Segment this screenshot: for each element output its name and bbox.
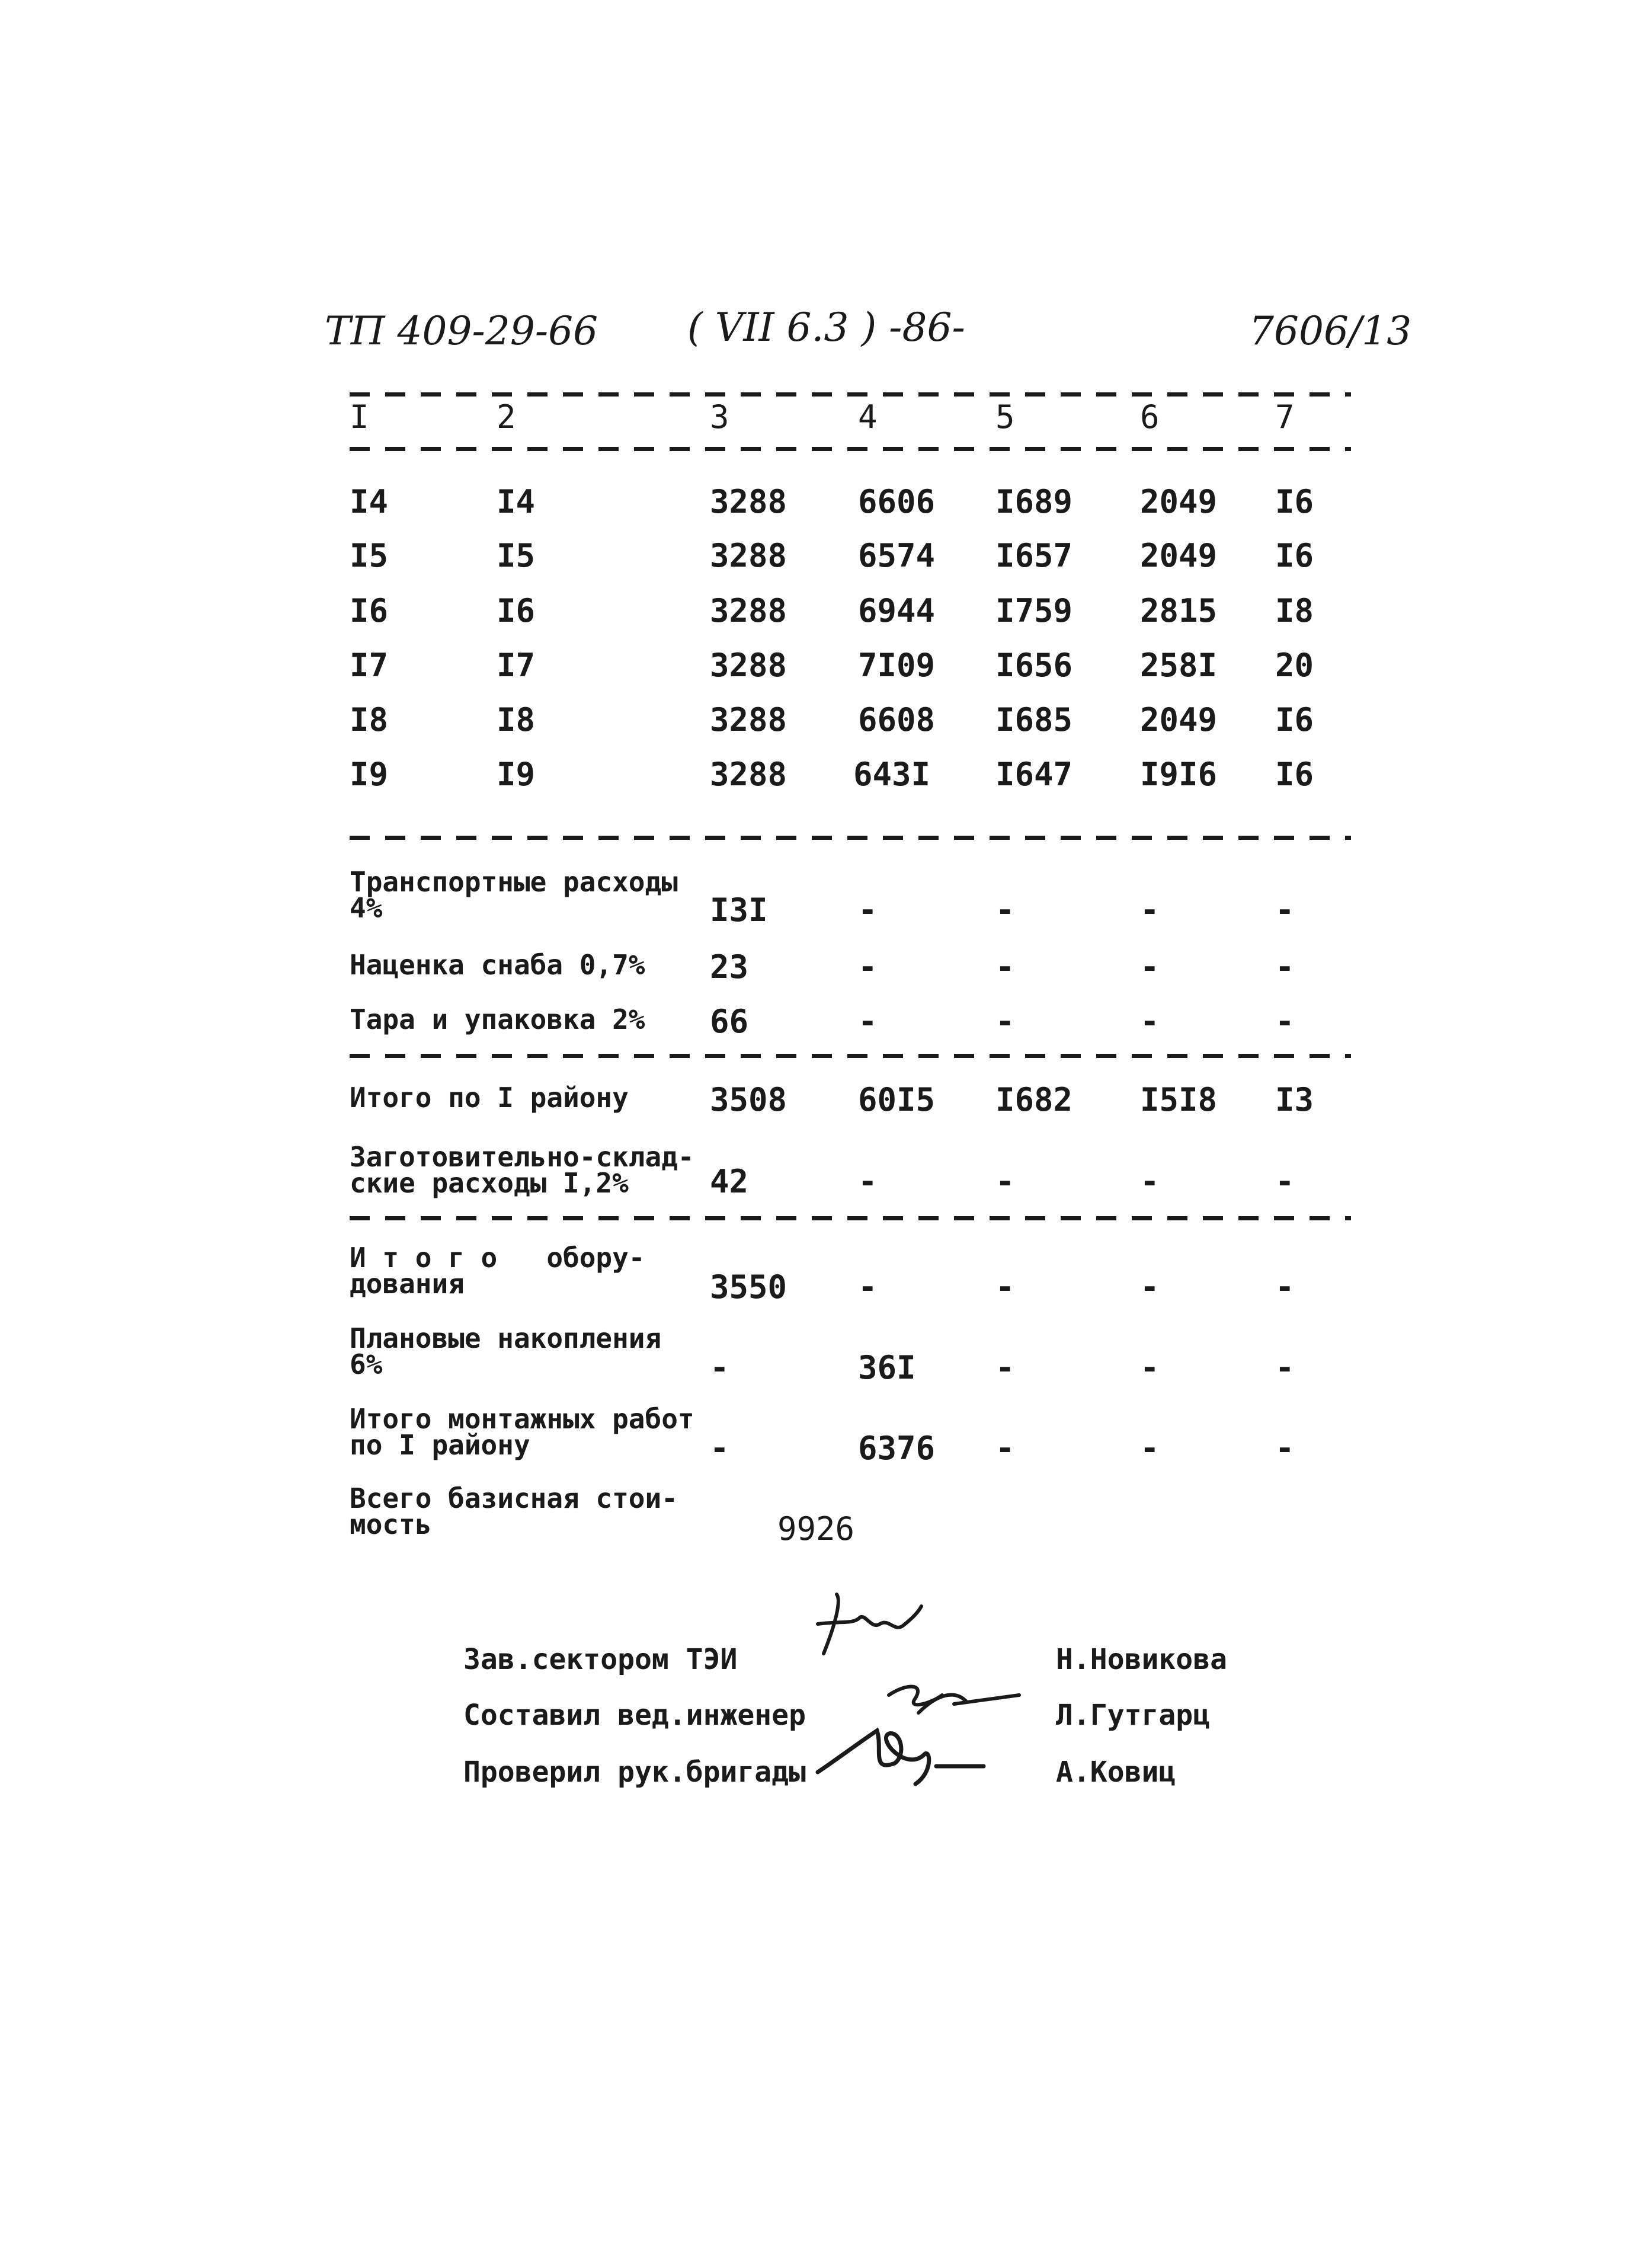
summary-value: 3550 [710, 1268, 787, 1306]
handwritten-signature [812, 1707, 990, 1790]
summary-value: - [995, 1349, 1015, 1386]
summary-value: - [858, 1163, 878, 1200]
column-number: 6 [1140, 398, 1160, 436]
summary-value: - [1275, 891, 1295, 929]
table-cell: I6 [1275, 756, 1314, 793]
summary-value: - [1140, 1003, 1160, 1040]
table-cell: I7 [350, 647, 389, 684]
summary-value: I682 [995, 1081, 1073, 1118]
summary-label: Транспортные расходы 4% [350, 866, 678, 924]
table-cell: 6606 [858, 483, 936, 520]
table-cell: I9 [350, 756, 389, 793]
column-number: 2 [497, 398, 516, 436]
summary-value: - [710, 1430, 729, 1467]
summary-value: - [995, 1430, 1015, 1467]
table-cell: 7I09 [858, 647, 936, 684]
summary-value: - [995, 1163, 1015, 1200]
column-number: I [350, 398, 369, 436]
table-cell: 6608 [858, 701, 936, 738]
summary-label: Тара и упаковка 2% [350, 1003, 645, 1035]
summary-label: Всего базисная стои- мость [350, 1482, 678, 1540]
table-cell: I657 [995, 537, 1073, 574]
summary-value: - [858, 891, 878, 929]
table-cell: 20 [1275, 647, 1314, 684]
table-cell: I5 [497, 537, 536, 574]
table-cell: I4 [350, 483, 389, 520]
summary-label: Заготовительно-склад- ские расходы I,2% [350, 1141, 694, 1199]
summary-value: - [995, 1268, 1015, 1306]
table-cell: I7 [497, 647, 536, 684]
sheet-reference: 7606/13 [1249, 308, 1412, 354]
signatory-role: Проверил рук.бригады [463, 1756, 806, 1789]
summary-value: - [1275, 1163, 1295, 1200]
table-cell: 6944 [858, 592, 936, 629]
summary-value: - [1275, 1430, 1295, 1467]
table-cell: 3288 [710, 483, 787, 520]
table-cell: 643I [853, 756, 931, 793]
table-cell: 2049 [1140, 483, 1218, 520]
summary-value: 60I5 [858, 1081, 936, 1118]
rule-header-bottom [350, 447, 1351, 451]
summary-value: - [858, 948, 878, 986]
summary-value: I3I [710, 891, 768, 929]
section-number: ( VII 6.3 ) -86- [687, 305, 965, 350]
table-cell: I647 [995, 756, 1073, 793]
summary-value: - [1275, 1003, 1295, 1040]
summary-value: I5I8 [1140, 1081, 1218, 1118]
table-cell: I4 [497, 483, 536, 520]
handwritten-signature [800, 1588, 930, 1665]
summary-label: И т о г о обору- дования [350, 1242, 645, 1300]
table-cell: I656 [995, 647, 1073, 684]
summary-label: Наценка снаба 0,7% [350, 949, 645, 981]
rule-before-equipment [350, 1216, 1351, 1220]
summary-value: - [995, 891, 1015, 929]
summary-value: - [1140, 1163, 1160, 1200]
summary-label: Итого монтажных работ по I району [350, 1403, 694, 1461]
summary-value: 36I [858, 1349, 916, 1386]
table-cell: I9I6 [1140, 756, 1218, 793]
signatory-name: Н.Новикова [1056, 1643, 1227, 1676]
summary-value: - [1140, 1430, 1160, 1467]
summary-label: Итого по I району [350, 1082, 629, 1114]
summary-value: 9926 [777, 1510, 855, 1548]
summary-value: 3508 [710, 1081, 787, 1118]
rule-rows-bottom [350, 836, 1351, 840]
signatory-name: Л.Гутгарц [1056, 1699, 1211, 1732]
table-cell: 2815 [1140, 592, 1218, 629]
summary-value: - [1275, 1349, 1295, 1386]
table-cell: 6574 [858, 537, 936, 574]
table-cell: I6 [350, 592, 389, 629]
table-cell: 3288 [710, 647, 787, 684]
summary-value: - [710, 1349, 729, 1386]
summary-value: - [858, 1003, 878, 1040]
summary-value: 66 [710, 1003, 749, 1040]
table-cell: I685 [995, 701, 1073, 738]
table-cell: I6 [1275, 483, 1314, 520]
table-cell: I8 [350, 701, 389, 738]
table-cell: I8 [1275, 592, 1314, 629]
table-cell: I9 [497, 756, 536, 793]
summary-label: Плановые накопления 6% [350, 1322, 662, 1380]
column-number: 4 [858, 398, 878, 436]
table-cell: 3288 [710, 701, 787, 738]
summary-value: - [1140, 1268, 1160, 1306]
table-cell: 258I [1140, 647, 1218, 684]
rule-top [350, 392, 1351, 397]
signatory-role: Зав.сектором ТЭИ [463, 1643, 738, 1676]
table-cell: I759 [995, 592, 1073, 629]
signatory-role: Составил вед.инженер [463, 1699, 806, 1732]
table-cell: I6 [1275, 701, 1314, 738]
summary-value: - [995, 1003, 1015, 1040]
column-number: 5 [995, 398, 1015, 436]
summary-value: - [1140, 948, 1160, 986]
signatory-name: А.Ковиц [1056, 1756, 1176, 1789]
table-cell: 2049 [1140, 701, 1218, 738]
table-cell: I6 [1275, 537, 1314, 574]
document-code: ТП 409-29-66 [325, 308, 598, 354]
table-cell: I6 [497, 592, 536, 629]
summary-value: 42 [710, 1163, 749, 1200]
table-cell: I689 [995, 483, 1073, 520]
summary-value: 6376 [858, 1430, 936, 1467]
rule-before-total [350, 1054, 1351, 1058]
summary-value: - [1140, 891, 1160, 929]
table-cell: 3288 [710, 592, 787, 629]
summary-value: - [1275, 1268, 1295, 1306]
column-number: 7 [1275, 398, 1295, 436]
table-cell: 3288 [710, 756, 787, 793]
table-cell: 3288 [710, 537, 787, 574]
summary-value: - [995, 948, 1015, 986]
summary-value: - [858, 1268, 878, 1306]
table-cell: I5 [350, 537, 389, 574]
summary-value: 23 [710, 948, 749, 986]
column-number: 3 [710, 398, 729, 436]
table-cell: I8 [497, 701, 536, 738]
summary-value: - [1275, 948, 1295, 986]
table-cell: 2049 [1140, 537, 1218, 574]
summary-value: I3 [1275, 1081, 1314, 1118]
summary-value: - [1140, 1349, 1160, 1386]
